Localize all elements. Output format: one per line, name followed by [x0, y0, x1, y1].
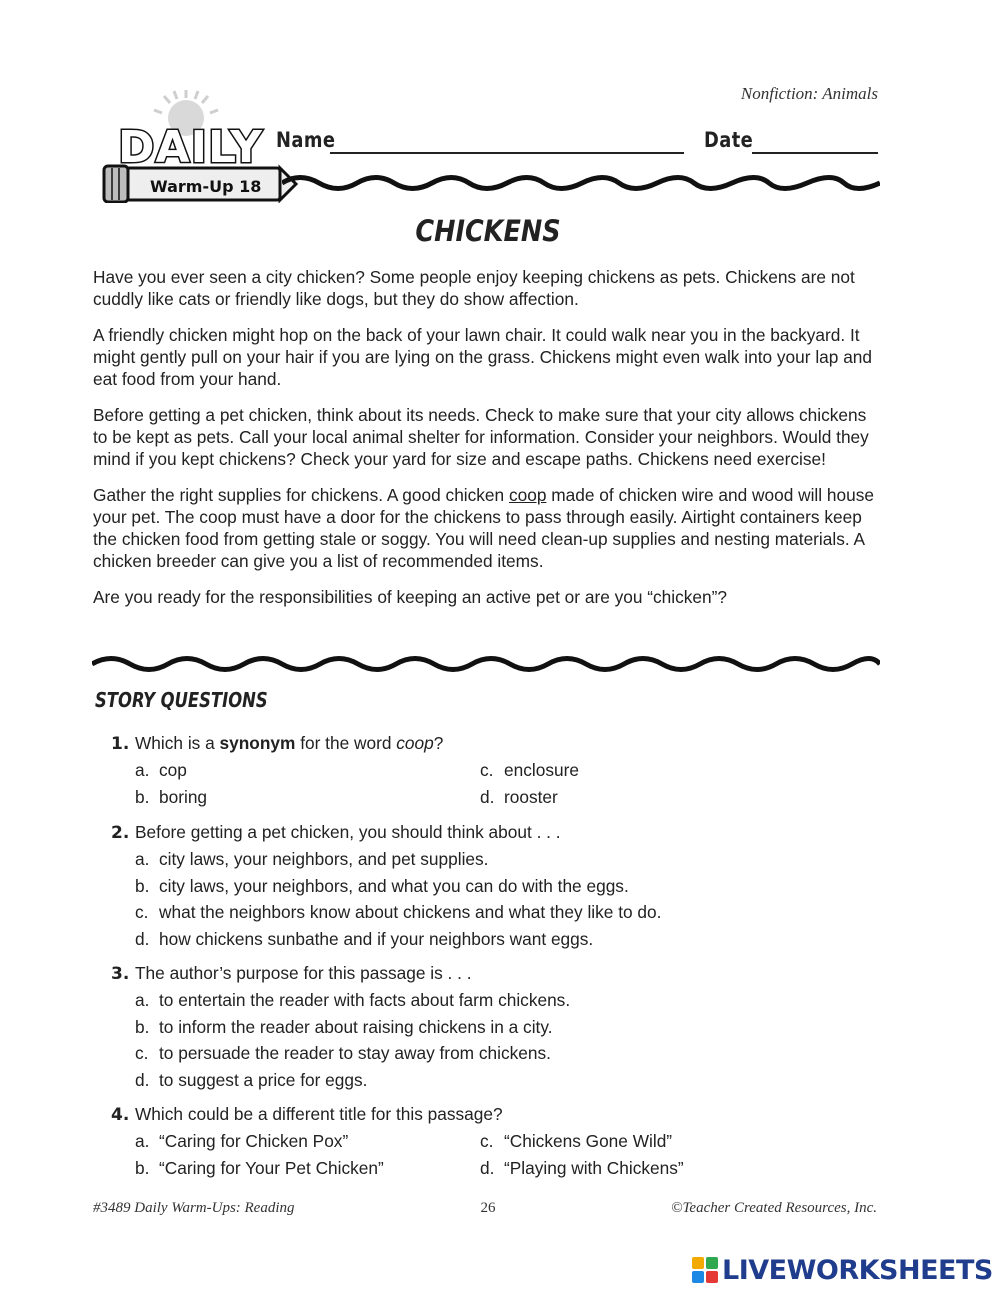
option-text: “Playing with Chickens” — [504, 1157, 684, 1178]
answer-option[interactable] — [111, 1040, 891, 1067]
underlined-word: coop — [508, 485, 547, 505]
wavy-divider-middle — [92, 653, 880, 675]
passage-paragraph-2: A friendly chicken might hop on the back of your lawn chair. It could walk near you in the backyard. It might gently pull on your hair if you are lying on the grass. Chickens might even walk into your lap and eat food from your hand. — [93, 325, 873, 389]
name-label: Name — [276, 128, 336, 152]
stem-italic: coop — [396, 733, 434, 753]
option-letter: d. — [135, 928, 150, 949]
answer-option[interactable] — [480, 1155, 684, 1182]
stem-text: Which is a — [135, 733, 220, 753]
option-text: to suggest a price for eggs. — [159, 1069, 368, 1090]
option-text: city laws, your neighbors, and pet supplies. — [159, 849, 489, 869]
name-input-line[interactable] — [330, 152, 684, 154]
page-title: CHICKENS — [415, 214, 561, 248]
passage-paragraph-4 — [93, 484, 883, 572]
date-input-line[interactable] — [752, 152, 878, 154]
question-4 — [111, 1101, 891, 1181]
question-number: 1. — [111, 734, 130, 754]
option-text: city laws, your neighbors, and what you can do with the eggs. — [159, 875, 629, 896]
option-text: “Chickens Gone Wild” — [504, 1131, 673, 1151]
question-number: 4. — [111, 1105, 130, 1125]
footer-page-number: 26 — [480, 1200, 496, 1216]
answer-option[interactable] — [480, 784, 558, 811]
stem-text: Which could be a different title for this passage? — [135, 1104, 503, 1124]
option-letter: a. — [135, 990, 150, 1010]
option-letter: c. — [135, 1043, 149, 1063]
question-stem — [111, 1101, 891, 1128]
option-letter: b. — [135, 1016, 150, 1037]
stem-text: Before getting a pet chicken, you should think about . . . — [135, 822, 561, 842]
answer-option[interactable] — [111, 873, 891, 900]
option-letter: c. — [480, 760, 494, 780]
answer-option[interactable] — [111, 899, 891, 926]
question-1 — [111, 730, 891, 810]
question-2 — [111, 819, 891, 952]
question-stem — [111, 730, 891, 757]
option-letter: a. — [135, 849, 150, 869]
logo-subtitle: Warm-Up 18 — [150, 177, 262, 196]
footer-copyright: ©Teacher Created Resources, Inc. — [671, 1200, 877, 1216]
stem-text: ? — [433, 733, 444, 753]
answer-option[interactable] — [111, 846, 891, 873]
option-text: enclosure — [504, 760, 579, 780]
option-text: rooster — [504, 786, 558, 807]
answer-option[interactable] — [111, 987, 891, 1014]
option-text: “Caring for Your Pet Chicken” — [159, 1157, 384, 1178]
option-text: to inform the reader about raising chickens in a city. — [159, 1016, 553, 1037]
answer-option[interactable] — [135, 784, 480, 811]
question-number: 2. — [111, 823, 130, 843]
answer-option[interactable] — [480, 1128, 672, 1155]
footer-book-title: #3489 Daily Warm-Ups: Reading — [93, 1200, 295, 1216]
option-letter: d. — [480, 786, 495, 807]
liveworksheets-brand[interactable] — [692, 1252, 993, 1288]
p4-text-after: made of chicken wire and wood will house your pet. The coop must have a door for the chickens to pass through easily. Airtight containers keep the chicken food from getting stale or soggy. You will need clean-up supplies and nesting materials. A chicken breeder can give you a list of recommended items. — [93, 485, 874, 571]
answer-option[interactable] — [135, 757, 480, 784]
category-label: Nonfiction: Animals — [740, 84, 878, 103]
option-letter: b. — [135, 1157, 150, 1178]
option-letter: c. — [480, 1131, 494, 1151]
stem-bold: synonym — [219, 733, 296, 753]
answer-option[interactable] — [135, 1128, 480, 1155]
answer-option[interactable] — [111, 1067, 891, 1094]
option-letter: a. — [135, 1131, 150, 1151]
answer-option[interactable] — [111, 1014, 891, 1041]
option-letter: c. — [135, 902, 149, 922]
option-letter: b. — [135, 875, 150, 896]
option-letter: a. — [135, 760, 150, 780]
answer-option[interactable] — [480, 757, 579, 784]
story-questions-heading: STORY QUESTIONS — [95, 688, 268, 712]
liveworksheets-logo-icon — [692, 1257, 718, 1283]
question-3 — [111, 960, 891, 1093]
option-text: cop — [159, 760, 187, 780]
option-text: what the neighbors know about chickens and what they like to do. — [159, 902, 662, 922]
answer-option[interactable] — [135, 1155, 480, 1182]
brand-name: LIVEWORKSHEETS — [722, 1254, 993, 1286]
option-text: to entertain the reader with facts about farm chickens. — [159, 990, 571, 1010]
stem-text: for the word — [295, 733, 397, 753]
passage-paragraph-3: Before getting a pet chicken, think about its needs. Check to make sure that your city allows chickens to be kept as pets. Call your local animal shelter for information. Consider your neighbors. Would they mind if you kept chickens? Check your yard for size and escape paths. Chickens need exercise! — [93, 405, 869, 469]
answer-option[interactable] — [111, 926, 891, 953]
passage-paragraph-5: Are you ready for the responsibilities of keeping an active pet or are you “chicken”? — [93, 587, 727, 607]
option-letter: b. — [135, 786, 150, 807]
stem-text: The author’s purpose for this passage is . . . — [135, 963, 472, 983]
logo-word: DAILY — [118, 122, 263, 173]
question-stem — [111, 819, 891, 846]
wavy-divider-top — [282, 172, 880, 194]
question-number: 3. — [111, 964, 130, 984]
option-text: “Caring for Chicken Pox” — [159, 1131, 349, 1151]
reading-passage — [93, 266, 883, 622]
option-text: to persuade the reader to stay away from chickens. — [159, 1043, 551, 1063]
option-text: boring — [159, 786, 208, 807]
option-letter: d. — [480, 1157, 495, 1178]
question-stem — [111, 960, 891, 987]
option-letter: d. — [135, 1069, 150, 1090]
passage-paragraph-1: Have you ever seen a city chicken? Some people enjoy keeping chickens as pets. Chickens are not cuddly like cats or friendly like dogs, but they do show affection. — [93, 267, 855, 309]
date-label: Date — [704, 128, 754, 152]
p4-text-before: Gather the right supplies for chickens. A good chicken — [93, 485, 509, 505]
option-text: how chickens sunbathe and if your neighbors want eggs. — [159, 928, 594, 949]
